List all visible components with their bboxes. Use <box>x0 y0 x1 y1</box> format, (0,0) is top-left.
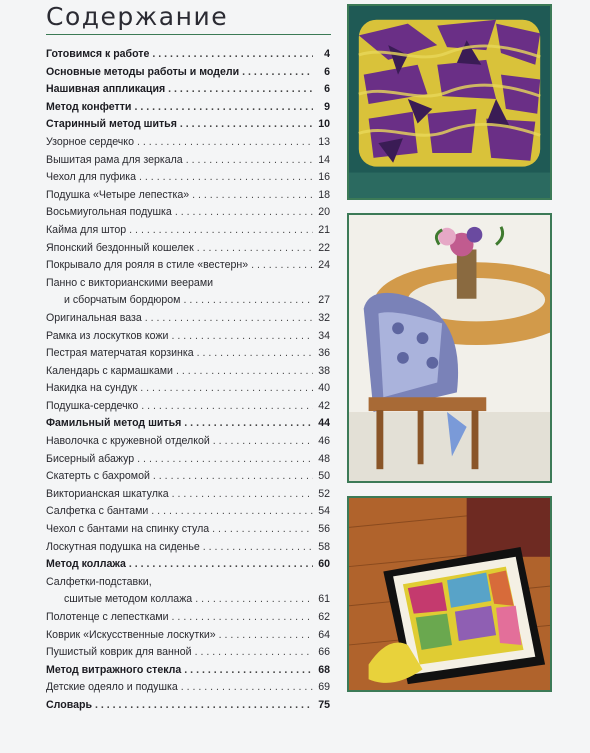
toc-entry-title: Японский бездонный кошелек <box>46 241 194 254</box>
toc-entry-title: Старинный метод шитья <box>46 118 177 131</box>
toc-leader-dots <box>183 292 313 310</box>
toc-leader-dots <box>137 134 313 152</box>
toc-leader-dots <box>195 644 313 662</box>
toc-page-number: 61 <box>318 593 330 606</box>
toc-entry-title: Покрывало для рояля в стиле «вестерн» <box>46 259 249 272</box>
toc-entry <box>46 310 330 328</box>
toc-entry <box>46 415 330 433</box>
toc-entry <box>46 398 330 416</box>
toc-page-number: 21 <box>318 223 330 236</box>
toc-page-number: 75 <box>318 698 330 711</box>
toc-entry-title: Салфетки-подставки, <box>46 575 152 588</box>
toc-leader-dots <box>153 468 313 486</box>
toc-entry-title: Накидка на сундук <box>46 382 138 395</box>
toc-page-number: 52 <box>318 487 330 500</box>
toc-entry <box>46 257 330 275</box>
toc-leader-dots <box>212 521 313 539</box>
toc-page-number: 58 <box>318 540 330 553</box>
toc-entry-title: Коврик «Искусственные лоскутки» <box>46 628 216 641</box>
toc-page-number: 10 <box>318 118 330 131</box>
toc-page-number: 48 <box>318 452 330 465</box>
toc-page-number: 50 <box>318 470 330 483</box>
toc-entry <box>46 275 330 310</box>
toc-leader-dots <box>197 345 313 363</box>
toc-leader-dots <box>197 240 313 258</box>
toc-leader-dots <box>129 222 313 240</box>
toc-leader-dots <box>140 380 313 398</box>
toc-leader-dots <box>184 415 313 433</box>
page-title: Содержание <box>46 2 229 31</box>
toc-page-number: 66 <box>318 646 330 659</box>
toc-entry <box>46 204 330 222</box>
toc-entry <box>46 644 330 662</box>
toc-page-number: 38 <box>318 364 330 377</box>
toc-entry <box>46 451 330 469</box>
toc-entry-title: Восьмиугольная подушка <box>46 206 172 219</box>
toc-entry-title: Салфетка с бантами <box>46 505 149 518</box>
toc-entry <box>46 187 330 205</box>
toc-entry <box>46 380 330 398</box>
toc-page-number: 40 <box>318 382 330 395</box>
toc-entry-title: Чехол с бантами на спинку стула <box>46 523 210 536</box>
toc-leader-dots <box>184 662 313 680</box>
toc-entry <box>46 240 330 258</box>
toc-entry <box>46 503 330 521</box>
toc-page-number: 44 <box>318 417 330 430</box>
toc-entry-title: Бисерный абажур <box>46 452 135 465</box>
toc-leader-dots <box>192 187 313 205</box>
toc-page-number: 14 <box>318 153 330 166</box>
toc-leader-dots <box>213 433 313 451</box>
toc-entry <box>46 363 330 381</box>
toc-entry <box>46 152 330 170</box>
photo-quilted-mat <box>347 4 552 200</box>
toc-entry <box>46 627 330 645</box>
toc-entry-title: Викторианская шкатулка <box>46 487 169 500</box>
toc-page-number: 4 <box>324 48 330 60</box>
toc-leader-dots <box>251 257 313 275</box>
toc-leader-dots <box>203 539 313 557</box>
toc-entry <box>46 697 330 715</box>
toc-entry <box>46 345 330 363</box>
toc-entry <box>46 116 330 134</box>
toc-page-number: 13 <box>318 135 330 148</box>
toc-page-number: 22 <box>318 241 330 254</box>
toc-entry <box>46 222 330 240</box>
toc-leader-dots <box>176 363 313 381</box>
toc-entry-title: Детские одеяло и подушка <box>46 681 178 694</box>
photo-patchwork-rug <box>347 496 552 692</box>
toc-leader-dots <box>175 204 313 222</box>
toc-leader-dots <box>129 556 313 574</box>
toc-entry-title: Оригинальная ваза <box>46 311 142 324</box>
toc-entry <box>46 486 330 504</box>
toc-entry-title: Словарь <box>46 698 92 711</box>
toc-leader-dots <box>195 591 313 609</box>
toc-leader-dots <box>134 99 313 117</box>
toc-entry-title: Панно с викторианскими веерами <box>46 276 214 289</box>
toc-entry-title: Готовимся к работе <box>46 48 150 60</box>
toc-leader-dots <box>186 152 313 170</box>
toc-entry-title: Кайма для штор <box>46 223 127 236</box>
toc-leader-dots <box>139 169 313 187</box>
toc-entry <box>46 521 330 539</box>
toc-entry-title: Узорное сердечко <box>46 135 134 148</box>
toc-entry <box>46 539 330 557</box>
toc-entry <box>46 134 330 152</box>
toc-leader-dots <box>181 679 313 697</box>
toc-leader-dots <box>242 64 313 82</box>
toc-leader-dots <box>137 451 313 469</box>
toc-entry-title: Полотенце с лепестками <box>46 611 169 623</box>
toc-entry-title: Метод коллажа <box>46 558 126 571</box>
toc-entry-title: Подушка-сердечко <box>46 399 139 412</box>
toc-page-number: 6 <box>324 65 330 78</box>
toc-page-number: 18 <box>318 188 330 201</box>
toc-entry-title: Метод конфетти <box>46 100 132 113</box>
toc-entry <box>46 328 330 346</box>
toc-leader-dots <box>172 486 313 504</box>
toc-page-number: 64 <box>318 628 330 641</box>
toc-entry <box>46 468 330 486</box>
toc-entry <box>46 662 330 680</box>
toc-entry <box>46 169 330 187</box>
toc-page-number: 56 <box>318 523 330 536</box>
toc-leader-dots <box>180 116 313 134</box>
toc-leader-dots <box>152 46 313 64</box>
toc-page-number: 69 <box>318 681 330 694</box>
toc-entry <box>46 433 330 451</box>
toc-page-number: 32 <box>318 311 330 324</box>
toc-page-number: 46 <box>318 435 330 448</box>
toc-entry-title: Наволочка с кружевной отделкой <box>46 435 210 448</box>
toc-entry-title: Нашивная аппликация <box>46 83 166 96</box>
toc-leader-dots <box>172 609 313 627</box>
toc-entry <box>46 574 330 609</box>
toc-entry <box>46 556 330 574</box>
toc-entry-title: Подушка «Четыре лепестка» <box>46 188 190 201</box>
toc-page-number: 24 <box>318 259 330 272</box>
toc-leader-dots <box>168 81 313 99</box>
photo-chair-and-table <box>347 213 552 483</box>
toc-entry-title: Календарь с кармашками <box>46 364 173 377</box>
toc-entry-title: Вышитая рама для зеркала <box>46 153 183 166</box>
toc-page-number: 20 <box>318 206 330 219</box>
toc-entry <box>46 64 330 82</box>
toc-entry-title-continued: и сборчатым бордюром <box>64 294 181 307</box>
toc-leader-dots <box>151 503 313 521</box>
toc-entry-title: Пушистый коврик для ванной <box>46 646 192 659</box>
toc-leader-dots <box>95 697 313 715</box>
toc-entry-title: Чехол для пуфика <box>46 171 137 184</box>
toc-entry <box>46 46 330 64</box>
toc-entry <box>46 609 330 627</box>
toc-entry-title: Рамка из лоскутков кожи <box>46 329 169 342</box>
toc-page-number: 62 <box>318 611 330 623</box>
toc-page-number: 36 <box>318 347 330 360</box>
toc-leader-dots <box>145 310 313 328</box>
toc-entry <box>46 99 330 117</box>
toc-entry-title: Метод витражного стекла <box>46 663 182 676</box>
toc-entry <box>46 81 330 99</box>
toc-page-number: 68 <box>318 663 330 676</box>
toc-page-number: 16 <box>318 171 330 184</box>
toc-entry <box>46 679 330 697</box>
toc-entry-title-continued: сшитые методом коллажа <box>64 593 193 606</box>
toc-page-number: 27 <box>318 294 330 307</box>
toc-entry-title: Фамильный метод шитья <box>46 417 182 430</box>
toc-page-number: 9 <box>324 100 330 113</box>
table-of-contents <box>46 46 330 715</box>
toc-entry-title: Скатерть с бахромой <box>46 470 150 483</box>
toc-leader-dots <box>141 398 313 416</box>
toc-entry-title: Пестрая матерчатая корзинка <box>46 347 194 360</box>
toc-page-number: 6 <box>324 83 330 96</box>
toc-leader-dots <box>171 328 313 346</box>
toc-entry-title: Лоскутная подушка на сиденье <box>46 540 200 553</box>
toc-entry-title: Основные методы работы и модели <box>46 65 240 78</box>
toc-page-number: 60 <box>318 558 330 571</box>
toc-page-number: 42 <box>318 399 330 412</box>
toc-leader-dots <box>219 627 313 645</box>
toc-page-number: 34 <box>318 329 330 342</box>
toc-page-number: 54 <box>318 505 330 518</box>
title-divider <box>46 34 331 35</box>
